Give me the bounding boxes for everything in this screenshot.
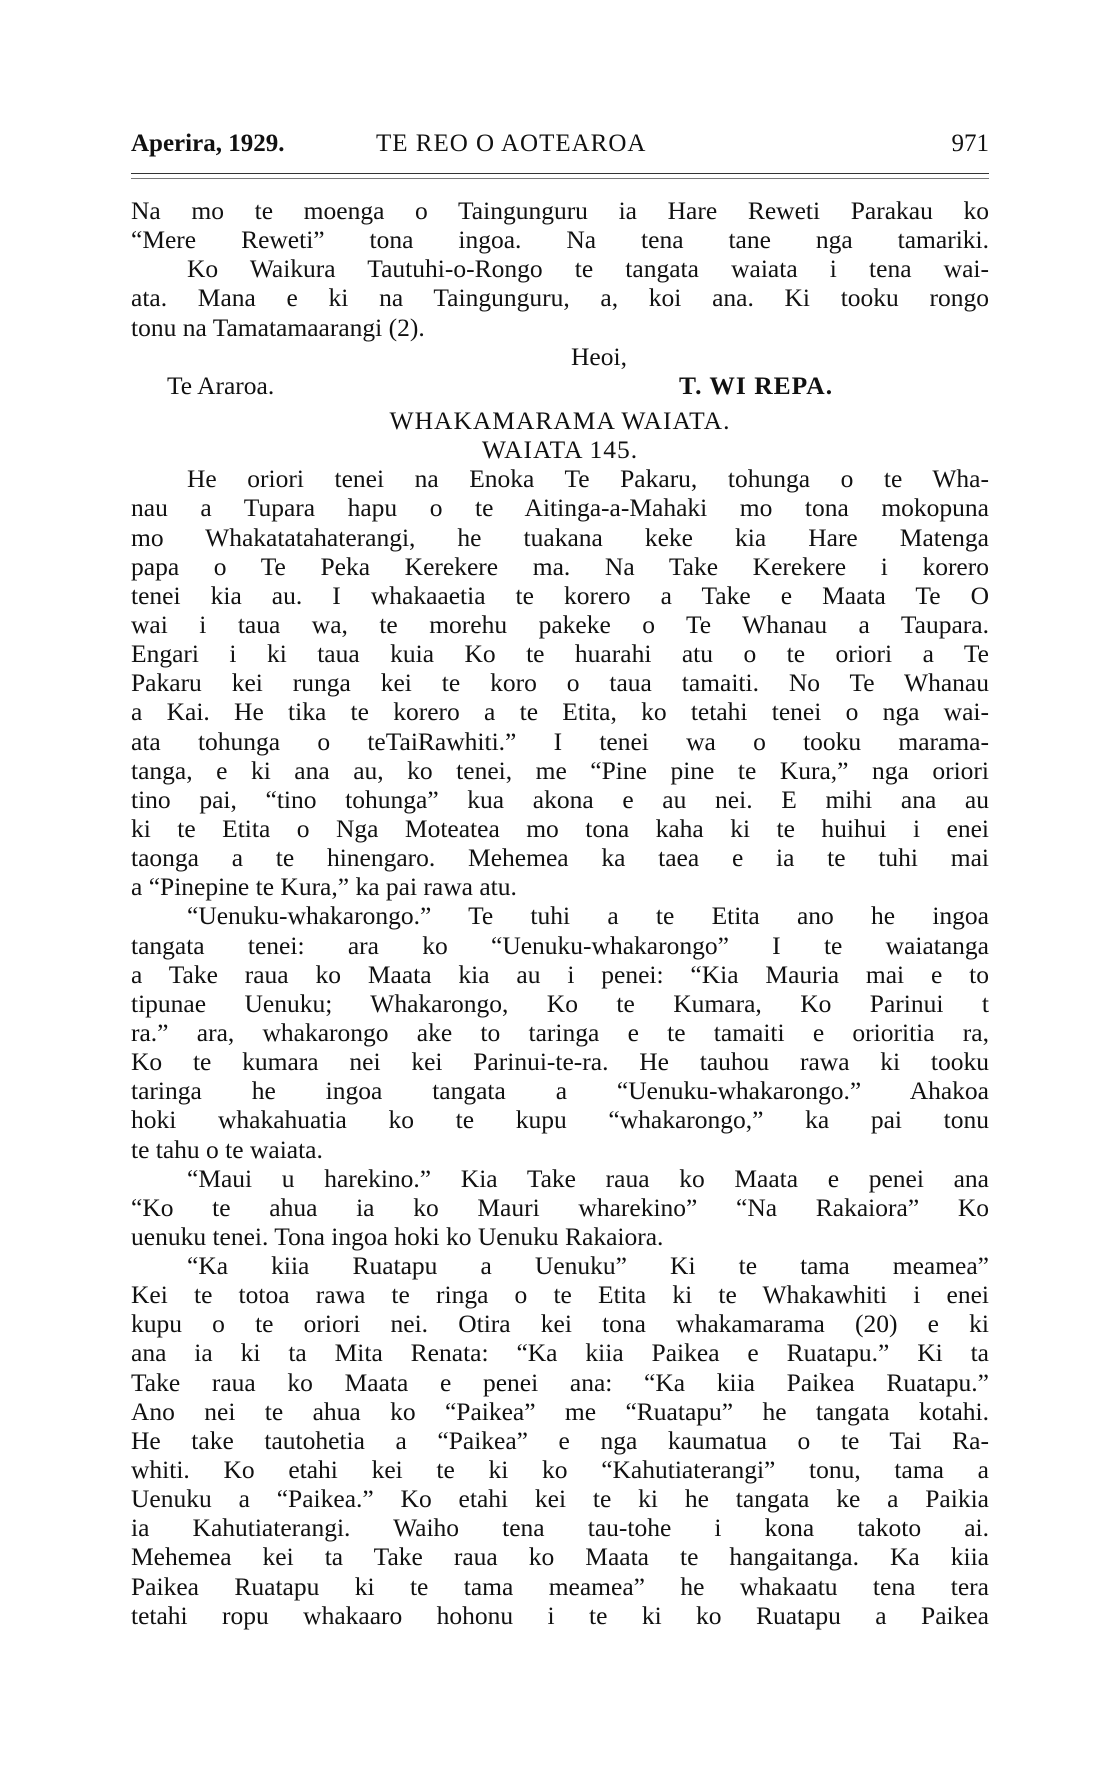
text-line: te tahu o te waiata. bbox=[131, 1134, 323, 1164]
text-line: uenuku tenei. Tona ingoa hoki ko Uenuku Rakaiora. bbox=[131, 1221, 664, 1251]
text-line: “Ko te ahua ia ko Mauri wharekino” “Na Rakaiora” Ko bbox=[131, 1192, 989, 1222]
text-line: a Kai. He tika te korero a te Etita, ko tetahi tenei o nga wai- bbox=[131, 697, 989, 727]
text-line: “Uenuku-whakarongo.” Te tuhi a te Etita ano he ingoa bbox=[187, 901, 989, 931]
text-line: wai i taua wa, te morehu pakeke o Te Whanau a Taupara. bbox=[131, 609, 989, 639]
text-line: Paikea Ruatapu ki te tama meamea” he whakaatu tena tera bbox=[131, 1571, 989, 1601]
section-subheading: WAIATA 145. bbox=[481, 435, 639, 465]
text-line: ata tohunga o teTaiRawhiti.” I tenei wa o tooku marama- bbox=[131, 726, 989, 756]
text-line: ia Kahutiaterangi. Waiho tena tau-tohe i kona takoto ai. bbox=[131, 1513, 989, 1543]
text-line: papa o Te Peka Kerekere ma. Na Take Kerekere i korero bbox=[131, 551, 989, 581]
text-line: ra.” ara, whakarongo ake to taringa e te tamaiti e orioritia ra, bbox=[131, 1017, 989, 1047]
page-number: 971 bbox=[951, 130, 989, 157]
text-line: nau a Tupara hapu o te Aitinga-a-Mahaki mo tona mokopuna bbox=[131, 493, 989, 523]
signature-place: Te Araroa. bbox=[167, 370, 275, 400]
text-line: ki te Etita o Nga Moteatea mo tona kaha ki te huihui i enei bbox=[131, 813, 989, 843]
text-line: kupu o te oriori nei. Otira kei tona whakamarama (20) e ki bbox=[131, 1309, 989, 1339]
text-line: tonu na Tamatamaarangi (2). bbox=[131, 312, 425, 342]
text-line: Take raua ko Maata e penei ana: “Ka kiia Paikea Ruatapu.” bbox=[131, 1367, 989, 1397]
text-line: Ko Waikura Tautuhi-o-Rongo te tangata waiata i tena wai- bbox=[187, 254, 989, 284]
text-line: “Mere Reweti” tona ingoa. Na tena tane nga tamariki. bbox=[131, 225, 989, 255]
text-line: tipunae Uenuku; Whakarongo, Ko te Kumara, Ko Parinui t bbox=[131, 988, 989, 1018]
text-line: Mehemea kei ta Take raua ko Maata te hangaitanga. Ka kiia bbox=[131, 1542, 989, 1572]
text-line: hoki whakahuatia ko te kupu “whakarongo,” ka pai tonu bbox=[131, 1105, 989, 1135]
header-journal-title: TE REO O AOTEAROA bbox=[376, 130, 647, 157]
text-line: tanga, e ki ana au, ko tenei, me “Pine pine te Kura,” nga oriori bbox=[131, 755, 989, 785]
header-rule-secondary bbox=[131, 178, 989, 179]
text-line: ata. Mana e ki na Taingunguru, a, koi ana. Ki tooku rongo bbox=[131, 283, 989, 313]
text-line: taonga a te hinengaro. Mehemea ka taea e ia te tuhi mai bbox=[131, 843, 989, 873]
text-line: tino pai, “tino tohunga” kua akona e au nei. E mihi ana au bbox=[131, 784, 989, 814]
running-header bbox=[131, 130, 989, 170]
signature-name: T. WI REPA. bbox=[679, 370, 834, 400]
text-line: tetahi ropu whakaaro hohonu i te ki ko Ruatapu a Paikea bbox=[131, 1600, 989, 1630]
text-line: tenei kia au. I whakaaetia te korero a Take e Maata Te O bbox=[131, 580, 989, 610]
text-line: He take tautohetia a “Paikea” e nga kaumatua o te Tai Ra- bbox=[131, 1425, 989, 1455]
text-line: Kei te totoa rawa te ringa o te Etita ki te Whakawhiti i enei bbox=[131, 1280, 989, 1310]
text-line: Engari i ki taua kuia Ko te huarahi atu o te oriori a Te bbox=[131, 639, 989, 669]
text-line: mo Whakatatahaterangi, he tuakana keke kia Hare Matenga bbox=[131, 522, 989, 552]
header-rule bbox=[131, 173, 989, 174]
text-line: a “Pinepine te Kura,” ka pai rawa atu. bbox=[131, 872, 517, 902]
text-line: “Maui u harekino.” Kia Take raua ko Maata e penei ana bbox=[187, 1163, 989, 1193]
text-line: Uenuku a “Paikea.” Ko etahi kei te ki he tangata ke a Paikia bbox=[131, 1484, 989, 1514]
text-line: a Take raua ko Maata kia au i penei: “Kia Mauria mai e to bbox=[131, 959, 989, 989]
text-line: Ano nei te ahua ko “Paikea” me “Ruatapu” he tangata kotahi. bbox=[131, 1396, 989, 1426]
text-line: “Ka kiia Ruatapu a Uenuku” Ki te tama meamea” bbox=[187, 1251, 989, 1281]
article-body bbox=[131, 196, 989, 1630]
text-line: taringa he ingoa tangata a “Uenuku-whakarongo.” Ahakoa bbox=[131, 1076, 989, 1106]
section-heading: WHAKAMARAMA WAIATA. bbox=[389, 405, 731, 435]
text-line: He oriori tenei na Enoka Te Pakaru, tohunga o te Wha- bbox=[187, 464, 989, 494]
text-line: Pakaru kei runga kei te koro o taua tamaiti. No Te Whanau bbox=[131, 668, 989, 698]
signature-closing-row bbox=[131, 342, 989, 371]
text-line: Ko te kumara nei kei Parinui-te-ra. He tauhou rawa ki tooku bbox=[131, 1047, 989, 1077]
text-line: whiti. Ko etahi kei te ki ko “Kahutiaterangi” tonu, tama a bbox=[131, 1455, 989, 1485]
text-line: tangata tenei: ara ko “Uenuku-whakarongo” I te waiatanga bbox=[131, 930, 989, 960]
signature-row bbox=[131, 371, 989, 400]
header-date: Aperira, 1929. bbox=[131, 130, 285, 157]
text-line: ana ia ki ta Mita Renata: “Ka kiia Paikea e Ruatapu.” Ki ta bbox=[131, 1338, 989, 1368]
signature-closing: Heoi, bbox=[571, 341, 627, 371]
text-line: Na mo te moenga o Taingunguru ia Hare Reweti Parakau ko bbox=[131, 196, 989, 225]
